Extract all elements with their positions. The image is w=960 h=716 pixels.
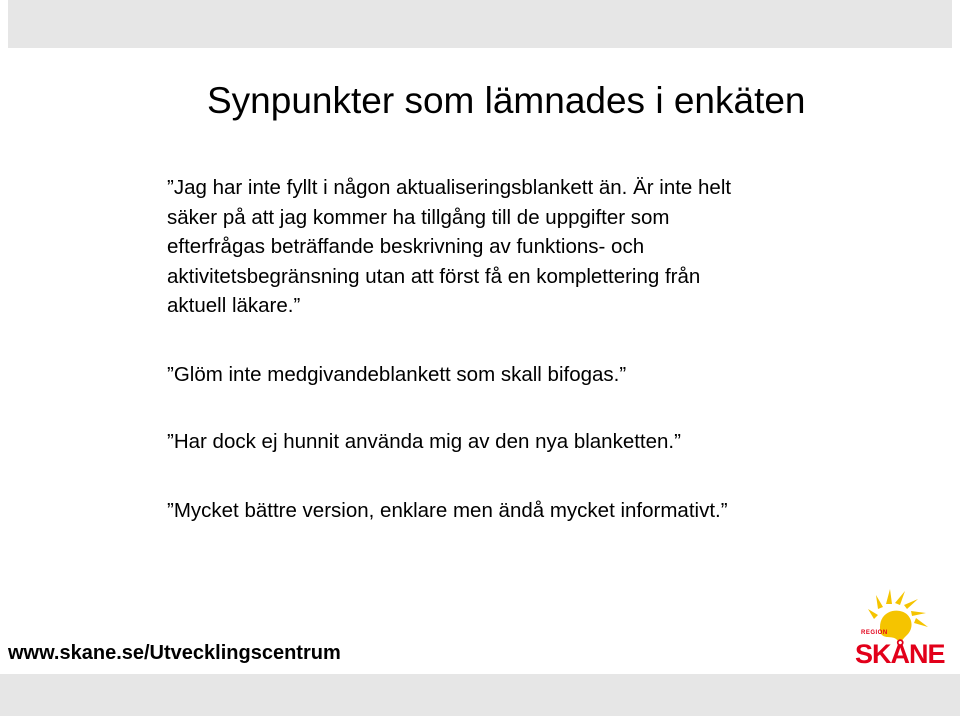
top-band	[8, 0, 952, 48]
quote-4	[167, 496, 728, 526]
quote-2-line-1: ”Glöm inte medgivandeblankett som skall bifogas.”	[167, 363, 627, 386]
footer-url: www.skane.se/Utvecklingscentrum	[8, 642, 341, 664]
quote-3-line-1: ”Har dock ej hunnit använda mig av den nya blanketten.”	[167, 430, 681, 453]
quote-1-line-5: aktuell läkare.”	[167, 294, 301, 318]
slide-title: Synpunkter som lämnades i enkäten	[207, 80, 806, 121]
bottom-band	[0, 674, 960, 716]
logo-region-label: REGION	[861, 630, 888, 636]
quote-1-line-1: ”Jag har inte fyllt i någon aktualiseringsblankett än. Är inte helt	[167, 176, 732, 199]
quote-1	[167, 173, 731, 321]
quote-1-line-4: aktivitetsbegränsning utan att först få en komplettering från	[167, 264, 701, 288]
quote-2	[167, 360, 626, 390]
logo-name: SKÅNE	[855, 639, 945, 669]
quote-1-line-2: säker på att jag kommer ha tillgång till de uppgifter som	[167, 205, 670, 229]
quote-1-line-3: efterfrågas beträffande beskrivning av funktions- och	[167, 235, 645, 259]
quote-4-line-1: ”Mycket bättre version, enklare men ändå mycket informativt.”	[167, 499, 728, 522]
quote-3	[167, 427, 681, 457]
